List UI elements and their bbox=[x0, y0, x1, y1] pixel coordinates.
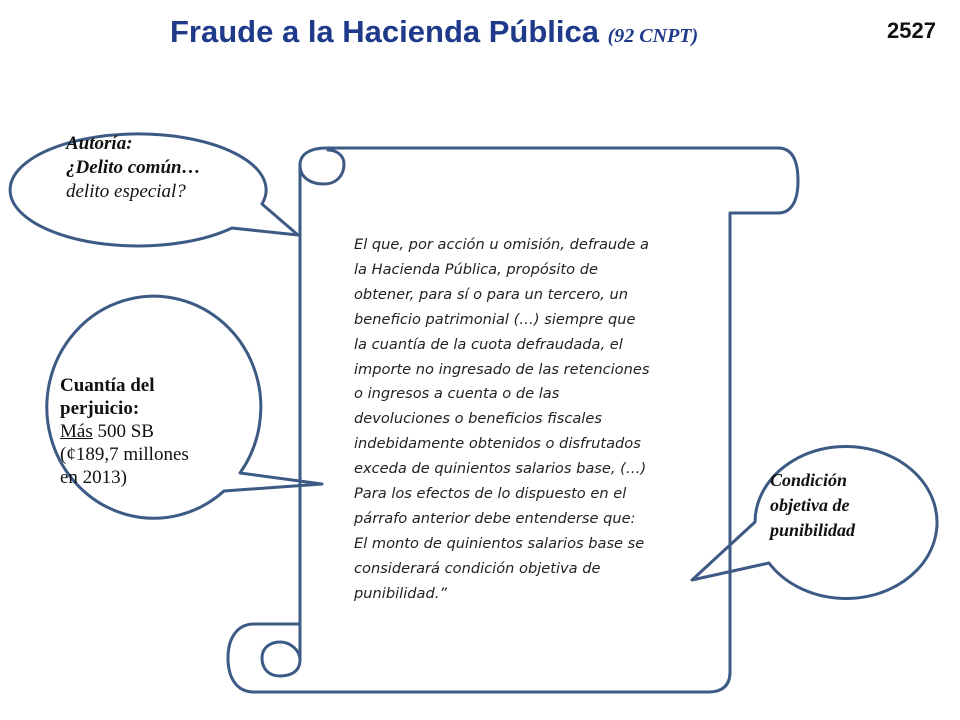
cuantia-heading-2: perjuicio: bbox=[60, 398, 140, 419]
scroll-text-line: o ingresos a cuenta o de las bbox=[354, 385, 560, 403]
scroll-text-line: exceda de quinientos salarios base, (…) bbox=[354, 460, 647, 478]
scroll-text-line: Para los efectos de lo dispuesto en el bbox=[354, 485, 627, 503]
scroll-text-line: obtener, para sí o para un tercero, un bbox=[354, 285, 629, 303]
callout-autoria-text bbox=[66, 132, 201, 204]
scroll-text-line: El monto de quinientos salarios base se bbox=[354, 534, 645, 552]
title-citation: (92 CNPT) bbox=[607, 25, 699, 47]
scroll-text-line: beneficio patrimonial (…) siempre que bbox=[354, 310, 636, 328]
cuantia-heading-1: Cuantía del bbox=[60, 375, 155, 396]
condicion-line3: punibilidad bbox=[770, 520, 856, 540]
condicion-line1: Condición bbox=[770, 470, 848, 490]
scroll-text-line: la Hacienda Pública, propósito de bbox=[354, 260, 598, 278]
scroll-body-text bbox=[354, 233, 738, 607]
slide-number: 2527 bbox=[887, 18, 936, 43]
scroll-bottom-curl bbox=[262, 624, 300, 676]
autoria-line2: ¿Delito común… bbox=[66, 157, 201, 178]
scroll-text-line: la cuantía de la cuota defraudada, el bbox=[354, 335, 623, 353]
scroll-text-line: importe no ingresado de las retenciones bbox=[354, 360, 650, 378]
cuantia-amount bbox=[60, 421, 154, 442]
scroll-text-line: indebidamente obtenidos o disfrutados bbox=[354, 435, 641, 453]
scroll-text-line: párrafo anterior debe entenderse que: bbox=[354, 509, 636, 527]
cuantia-amount-underlined: Más bbox=[60, 421, 93, 442]
scroll-text-line: El que, por acción u omisión, defraude a bbox=[354, 236, 649, 253]
callout-cuantia-text bbox=[60, 374, 240, 489]
condicion-line2: objetiva de bbox=[770, 495, 850, 515]
scroll-text-line: devoluciones o beneficios fiscales bbox=[354, 410, 602, 428]
autoria-heading: Autoría: bbox=[66, 133, 133, 154]
cuantia-line4: (¢189,7 millones bbox=[60, 444, 189, 465]
scroll-text-line: considerará condición objetiva de bbox=[354, 559, 601, 577]
autoria-line3: delito especial? bbox=[66, 181, 186, 202]
callout-condicion-text bbox=[770, 468, 900, 543]
scroll-top-curl bbox=[300, 150, 344, 184]
title-text: Fraude a la Hacienda Pública bbox=[170, 14, 599, 49]
scroll-text-line: punibilidad.” bbox=[354, 584, 447, 602]
cuantia-amount-rest: 500 SB bbox=[92, 421, 154, 442]
cuantia-line5: en 2013) bbox=[60, 467, 128, 488]
